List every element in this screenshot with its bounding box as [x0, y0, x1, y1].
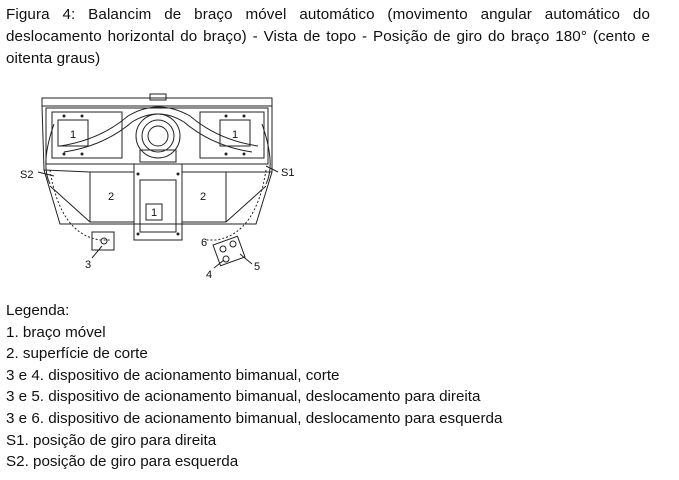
legend-item: S1. posição de giro para direita	[6, 431, 217, 449]
label-device-4: 4	[206, 269, 213, 281]
label-device-3: 3	[85, 259, 92, 271]
label-pos-s2: S2	[20, 169, 34, 181]
swing-arc	[50, 170, 110, 240]
label-arm-center: 1	[151, 207, 158, 219]
top-rail	[42, 98, 272, 106]
figure-caption: Figura 4: Balancim de braço móvel automático (movimento angular automático do deslocamento horizontal do braço) - Vista de topo - Posição de giro do braço 180° (cento e oitenta graus)	[6, 6, 650, 67]
label-surface-left: 2	[108, 191, 115, 203]
label-device-5: 5	[254, 261, 261, 273]
legend-item: 1. braço móvel	[6, 323, 106, 341]
legend	[6, 300, 502, 473]
legend-title: Legenda:	[6, 302, 70, 319]
legend-item: S2. posição de giro para esquerda	[6, 453, 239, 471]
device-456-box	[213, 236, 245, 266]
label-arm-left: 1	[70, 129, 77, 141]
label-surface-right: 2	[200, 191, 207, 203]
legend-item: 3 e 6. dispositivo de acionamento bimanual, deslocamento para esquerda	[6, 409, 503, 427]
label-device-6: 6	[201, 237, 208, 249]
machine-top-view-diagram	[20, 94, 330, 284]
label-pos-s1: S1	[281, 167, 295, 179]
legend-item: 3 e 4. dispositivo de acionamento bimanual, corte	[6, 366, 340, 384]
legend-item: 2. superfície de corte	[6, 345, 148, 363]
central-rotor	[136, 114, 180, 158]
center-plate	[134, 164, 182, 240]
device-3-box	[92, 232, 114, 250]
legend-item: 3 e 5. dispositivo de acionamento bimanual, deslocamento para direita	[6, 388, 481, 406]
label-arm-right: 1	[232, 129, 239, 141]
